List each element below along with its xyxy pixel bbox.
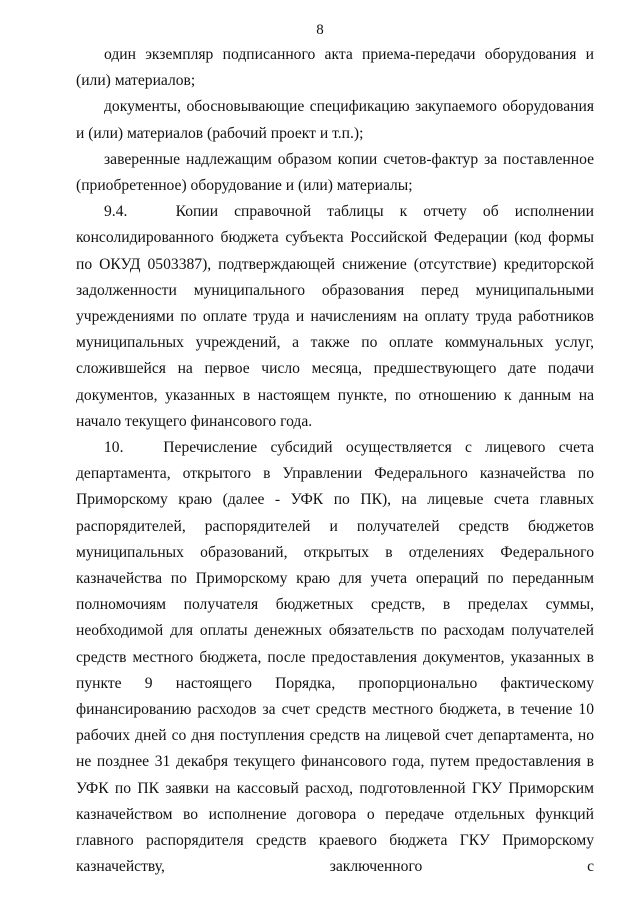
paragraph-invoice-copies: заверенные надлежащим образом копии счетов-фактур за поставленное (приобретенное) оборудование и (или) материалы;	[76, 150, 594, 195]
page-number: 8	[316, 22, 324, 38]
paragraph-9-4: 9.4. Копии справочной таблицы к отчету об исполнении консолидированного бюджета субъекта Российской Федерации (код формы по ОКУД 0503387), подтверждающей снижение (отсутствие) кредиторской задолженности муниципального образования перед муниципальными учреждениями по оплате труда и начислениям на оплату труда работников муниципальных учреждений, а также по оплате коммунальных услуг, сложившейся на первое число месяца, предшествующего дате подачи документов, указанных в настоящем пункте, по отношению к данным на начало текущего финансового года.	[76, 203, 594, 430]
paragraph-specification-docs: документы, обосновывающие спецификацию закупаемого оборудования и (или) материалов (рабочий проект и т.п.);	[76, 98, 594, 142]
document-body	[76, 42, 594, 881]
paragraph-act-copy: один экземпляр подписанного акта приема-передачи оборудования и (или) материалов;	[76, 46, 594, 90]
paragraph-10: 10. Перечисление субсидий осуществляется с лицевого счета департамента, открытого в Управлении Федерального казначейства по Приморскому краю (далее - УФК по ПК), на лицевые счета главных распорядителей, распорядителей и получателей средств бюджетов муниципальных образований, открытых в отделениях Федерального казначейства по Приморскому краю для учета операций по переданным полномочиям получателя бюджетных средств, в пределах суммы, необходимой для оплаты денежных обязательств по расходам получателей средств местного бюджета, после предоставления документов, указанных в пункте 9 настоящего Порядка, пропорционально фактическому финансированию расходов за счет средств местного бюджета, в течение 10 рабочих дней со дня поступления средств на лицевой счет департамента, но не позднее 31 декабря текущего финансового года, путем предоставления в УФК по ПК заявки на кассовый расход, подготовленной ГКУ Приморским казначейством во исполнение договора о передаче отдельных функций главного распорядителя средств краевого бюджета ГКУ Приморскому казначейству, заключенного с	[76, 439, 594, 876]
